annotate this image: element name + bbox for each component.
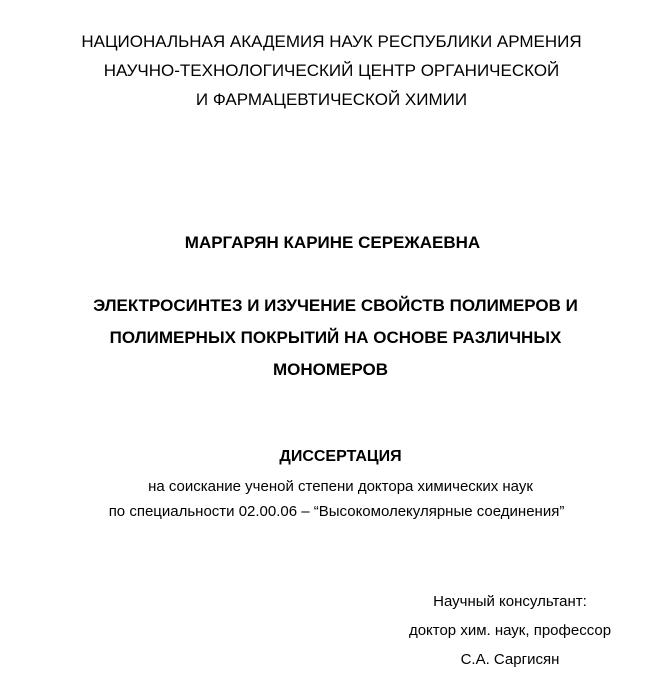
specialty-line: по специальности 02.00.06 – “Высокомолекулярные соединения”	[108, 503, 565, 520]
institution-line-3: И ФАРМАЦЕВТИЧЕСКОЙ ХИМИИ	[195, 90, 468, 109]
title-line-1: ЭЛЕКТРОСИНТЕЗ И ИЗУЧЕНИЕ СВОЙСТВ ПОЛИМЕРОВ И	[93, 296, 578, 315]
dissertation-heading: ДИССЕРТАЦИЯ	[279, 448, 402, 465]
title-line-2: ПОЛИМЕРНЫХ ПОКРЫТИЙ НА ОСНОВЕ РАЗЛИЧНЫХ	[109, 328, 562, 347]
dissertation-title	[0, 290, 661, 386]
consultant-name: С.А. Саргисян	[460, 651, 560, 668]
scientific-consultant	[380, 587, 640, 674]
author-name: МАРГАРЯН КАРИНЕ СЕРЕЖАЕВНА	[184, 233, 481, 252]
degree-sought-line: на соискание ученой степени доктора химических наук	[148, 478, 533, 495]
consultant-degree: доктор хим. наук, профессор	[408, 622, 612, 639]
consultant-label: Научный консультант:	[433, 593, 587, 610]
dissertation-description	[0, 474, 661, 524]
institution-header	[0, 27, 661, 114]
institution-line-2: НАУЧНО-ТЕХНОЛОГИЧЕСКИЙ ЦЕНТР ОРГАНИЧЕСКОЙ	[103, 61, 560, 80]
title-line-3: МОНОМЕРОВ	[273, 360, 388, 379]
institution-line-1: НАЦИОНАЛЬНАЯ АКАДЕМИЯ НАУК РЕСПУБЛИКИ АРМЕНИЯ	[81, 32, 582, 51]
